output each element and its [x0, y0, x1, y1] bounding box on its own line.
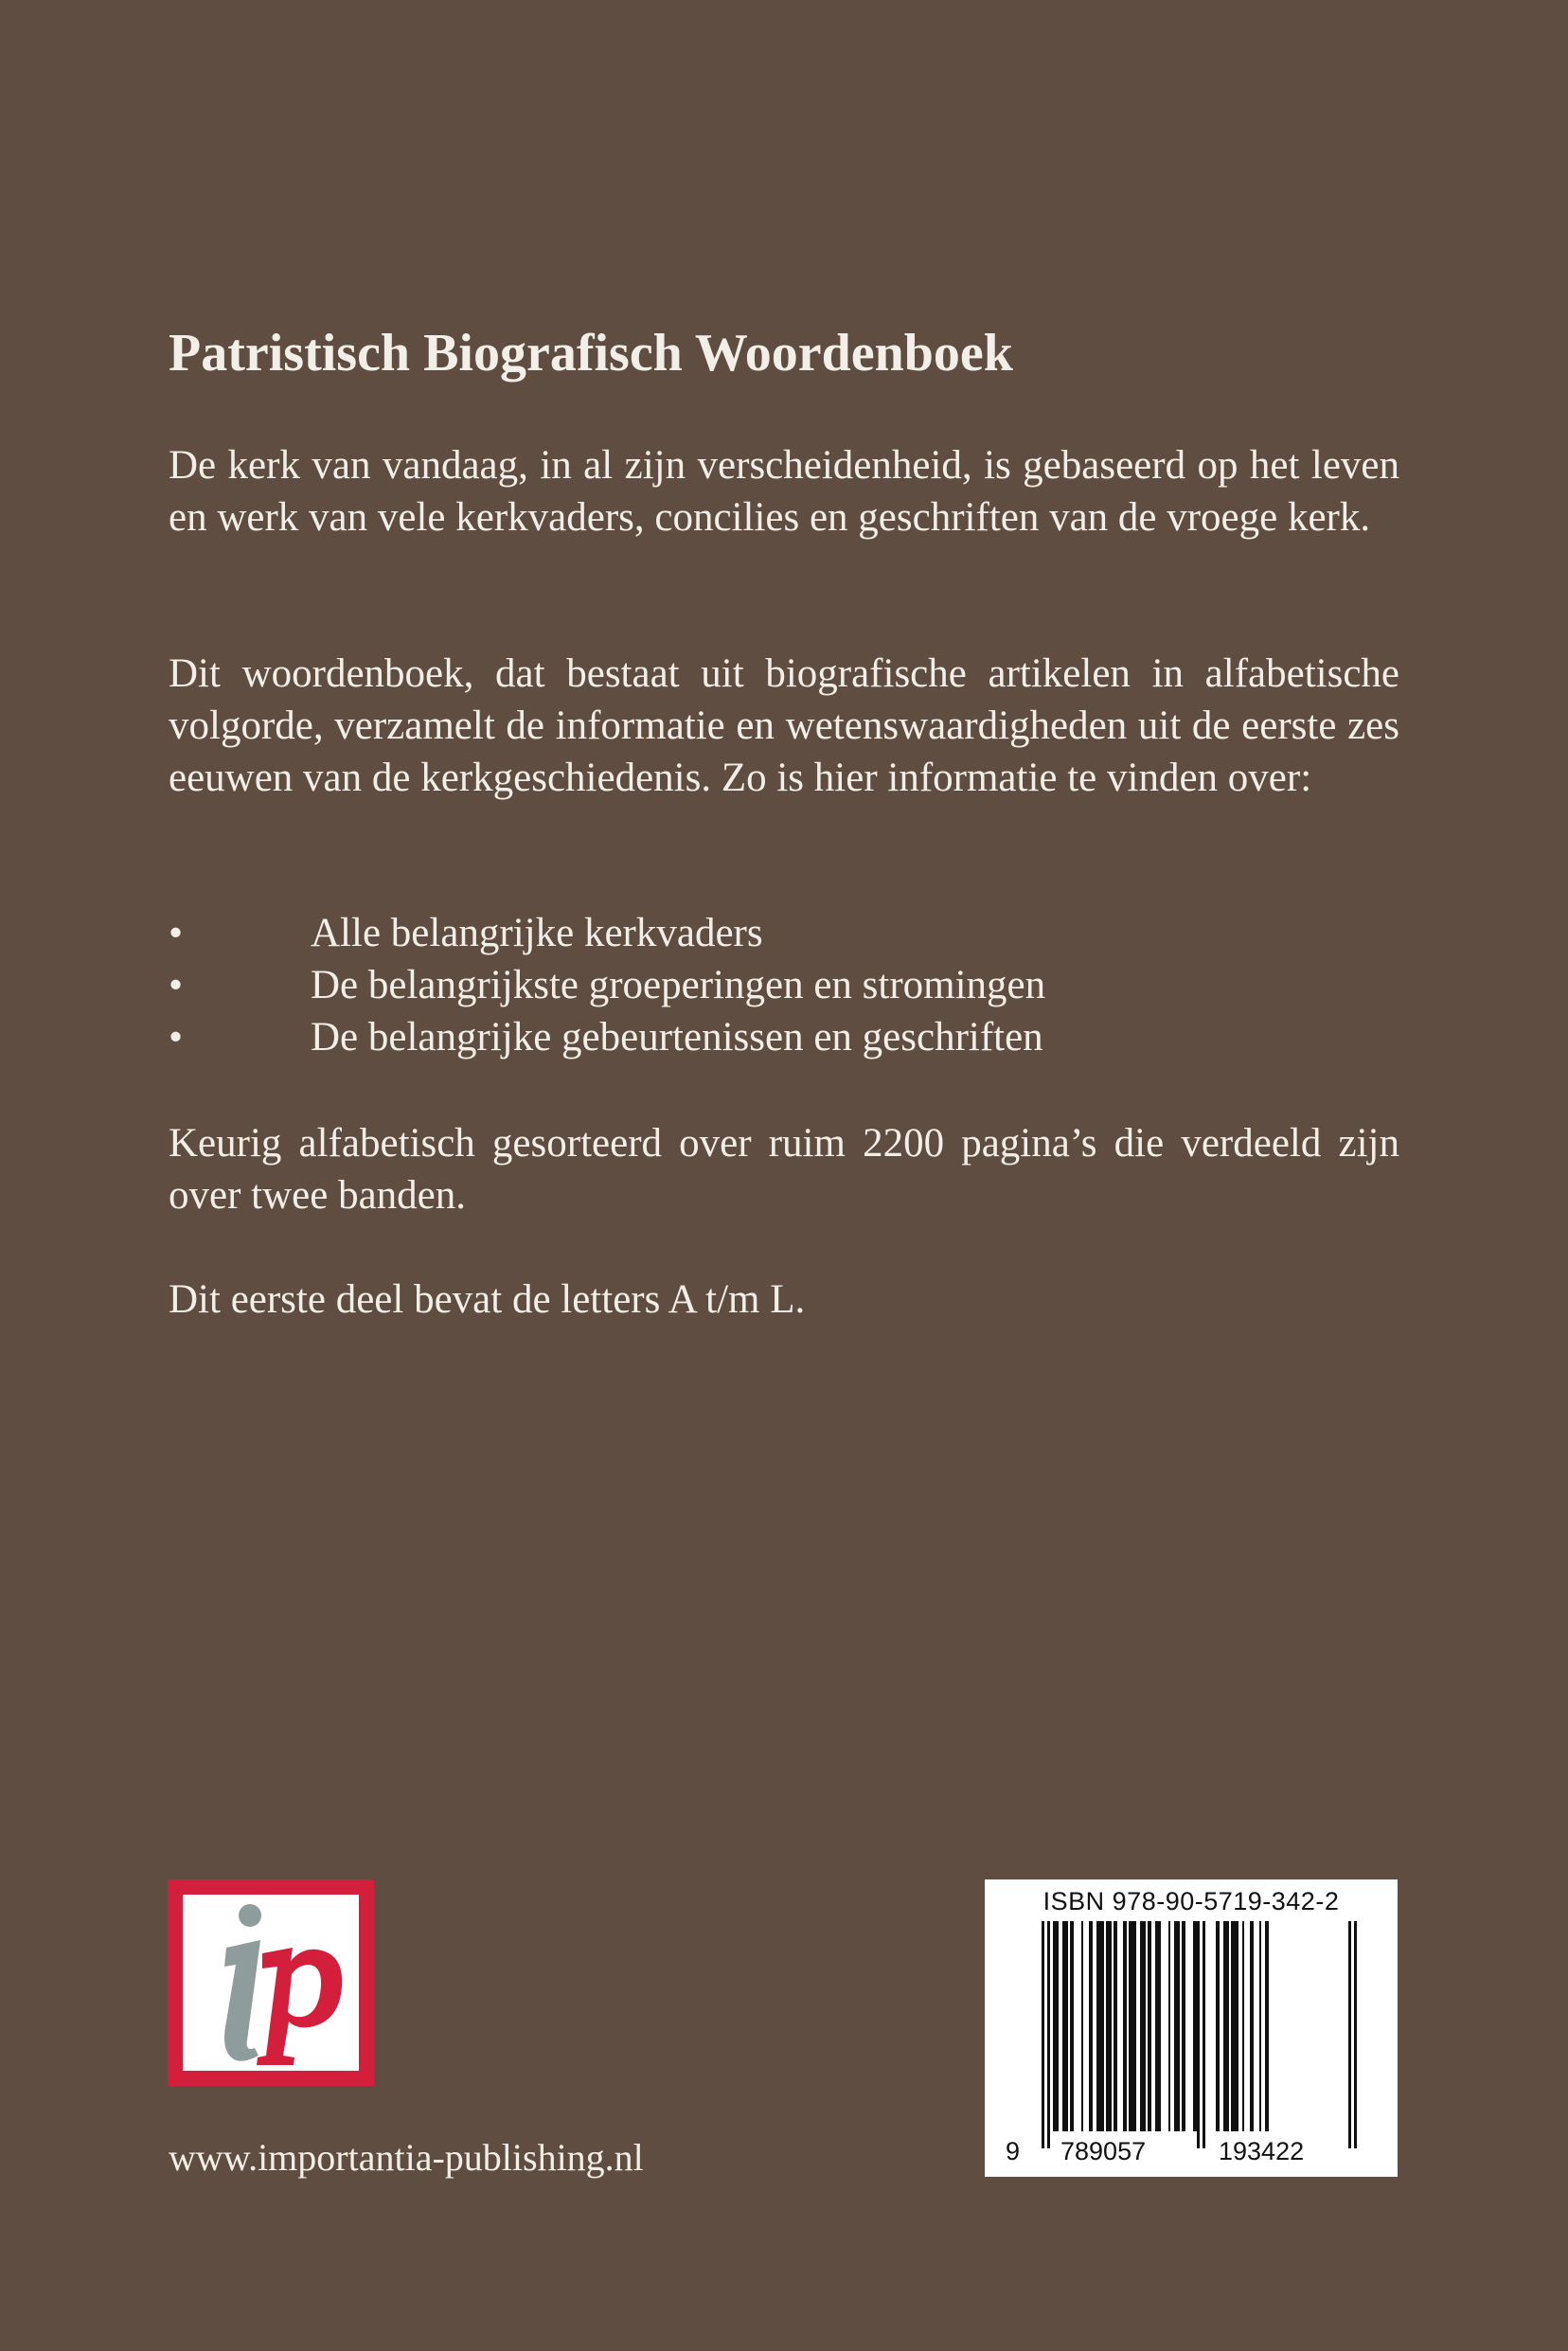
isbn-label: ISBN 978-90-5719-342-2	[1042, 1887, 1340, 1915]
barcode-first-digit: 9	[1006, 2137, 1021, 2165]
list-item-label: De belangrijke gebeurtenissen en geschriften	[311, 1015, 1043, 1060]
barcode-right-digits: 193422	[1219, 2137, 1305, 2165]
isbn-barcode	[985, 1879, 1398, 2177]
bullet-icon: •	[169, 1015, 184, 1060]
publisher-logo	[168, 1879, 374, 2086]
book-title: Patristisch Biografisch Woordenboek	[169, 324, 1013, 383]
pages-paragraph: Keurig alfabetisch gesorteerd over ruim 2200 pagina’s die verdeeld zijn over twee banden.	[169, 1121, 1399, 1218]
topics-list	[169, 907, 1399, 1063]
list-item	[169, 959, 1399, 1011]
volume-paragraph: Dit eerste deel bevat de letters A t/m L.	[169, 1277, 806, 1322]
list-item-label: De belangrijkste groeperingen en stromingen	[311, 963, 1046, 1007]
bullet-icon: •	[169, 963, 184, 1007]
list-item	[169, 1011, 1399, 1063]
barcode-bars-icon	[985, 1879, 1398, 2177]
barcode-left-digits: 789057	[1060, 2137, 1147, 2165]
description-paragraph: Dit woordenboek, dat bestaat uit biografische artikelen in alfabetische volgorde, verzamelt de informatie en wetenswaardigheden uit de eerste zes eeuwen van de kerkgeschiedenis. Zo is hier informatie te vinden over:	[169, 651, 1399, 800]
list-item-label: Alle belangrijke kerkvaders	[311, 911, 763, 955]
intro-paragraph: De kerk van vandaag, in al zijn verscheidenheid, is gebaseerd op het leven en werk van vele kerkvaders, concilies en geschriften van de vroege kerk.	[169, 443, 1399, 540]
publisher-url: www.importantia-publishing.nl	[169, 2136, 644, 2179]
list-item	[169, 907, 1399, 959]
bullet-icon: •	[169, 911, 184, 955]
ip-logo-icon	[168, 1879, 374, 2086]
